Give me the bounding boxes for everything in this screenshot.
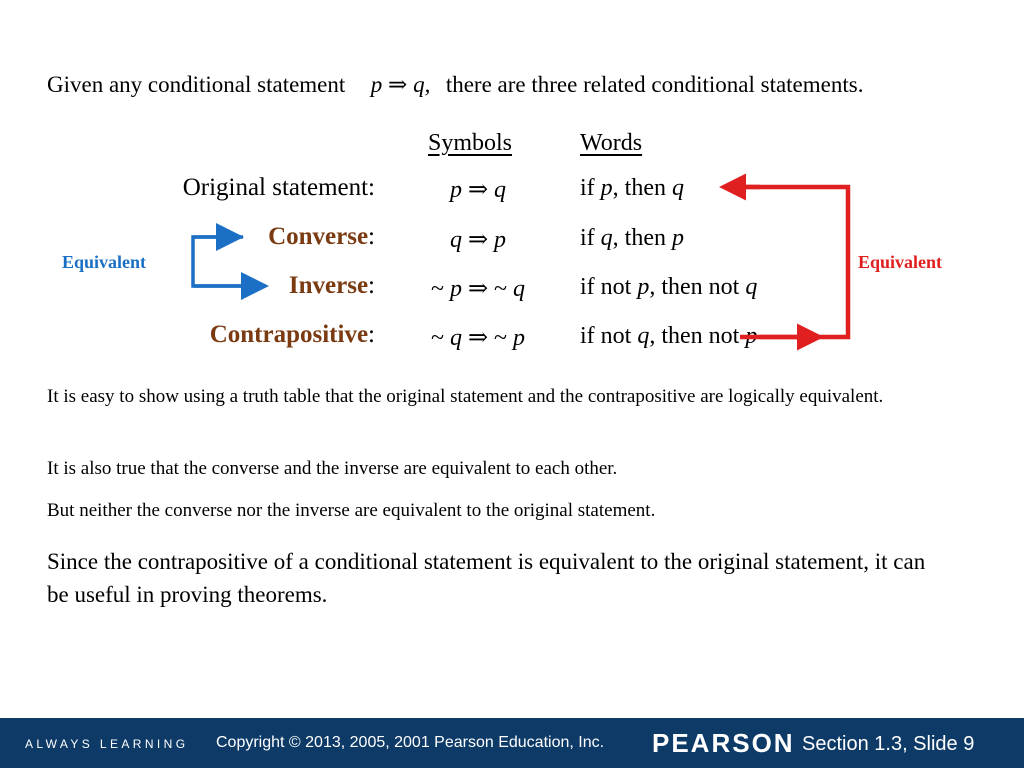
red-bracket-arrow bbox=[728, 187, 848, 337]
pearson-logo: PEARSON bbox=[652, 728, 795, 758]
words-mid: , then bbox=[612, 225, 672, 251]
equivalent-label-right: Equivalent bbox=[858, 252, 943, 272]
sym-b: q bbox=[494, 177, 507, 203]
sym-a: p bbox=[449, 177, 462, 203]
intro-q: q, bbox=[413, 72, 431, 97]
paragraph-closing: Since the contrapositive of a conditional statement is equivalent to the original statement, it can be useful in proving theorems. bbox=[47, 549, 926, 607]
words-var1: p bbox=[600, 175, 613, 201]
implies-symbol: ⇒ bbox=[467, 325, 489, 351]
row-label-bold: Contrapositive bbox=[209, 321, 369, 348]
negation-b: ~ bbox=[494, 325, 514, 351]
footer-bar bbox=[0, 718, 1024, 768]
symbols-header: Symbols bbox=[428, 130, 513, 156]
intro-text-after: there are three related conditional statements. bbox=[445, 72, 864, 97]
sym-b: p bbox=[513, 325, 526, 351]
copyright-text: Copyright © 2013, 2005, 2001 Pearson Education, Inc. bbox=[216, 734, 605, 751]
sym-b: q bbox=[513, 276, 526, 302]
intro-p: p bbox=[370, 72, 383, 97]
words-pre: if bbox=[580, 225, 601, 251]
row-label-colon: : bbox=[368, 223, 375, 250]
negation-a: ~ bbox=[430, 276, 450, 302]
words-header: Words bbox=[580, 130, 643, 156]
implies-symbol: ⇒ bbox=[388, 72, 408, 97]
always-learning-label: ALWAYS LEARNING bbox=[25, 737, 189, 751]
words-var2: p bbox=[672, 225, 684, 251]
row-label-colon: : bbox=[368, 321, 375, 348]
row-label-text: Original statement: bbox=[182, 174, 375, 201]
words-mid: , then bbox=[612, 175, 672, 201]
words-mid: , then not bbox=[649, 323, 746, 349]
words-mid: , then not bbox=[649, 274, 746, 300]
words-var2: q bbox=[745, 274, 758, 300]
sym-a: q bbox=[449, 227, 462, 253]
row-label-bold: Converse bbox=[268, 223, 369, 250]
intro-text-before: Given any conditional statement bbox=[47, 72, 346, 97]
words-pre: if bbox=[580, 175, 601, 201]
implies-symbol: ⇒ bbox=[467, 177, 489, 203]
words-pre: if not bbox=[580, 274, 638, 300]
sym-a: p bbox=[449, 276, 462, 302]
words-var1: q bbox=[637, 323, 650, 349]
sym-a: q bbox=[449, 325, 462, 351]
sym-b: p bbox=[494, 227, 507, 253]
row-label-colon: : bbox=[368, 272, 375, 299]
paragraph-neither: But neither the converse nor the inverse are equivalent to the original statement. bbox=[47, 500, 656, 521]
paragraph-truth-table: It is easy to show using a truth table that the original statement and the contrapositive are logically equivalent. bbox=[47, 386, 884, 407]
words-var2: q bbox=[672, 175, 684, 201]
paragraph-converse-inverse: It is also true that the converse and the inverse are equivalent to each other. bbox=[47, 458, 618, 479]
words-var1: p bbox=[637, 274, 650, 300]
negation-a: ~ bbox=[430, 325, 450, 351]
equivalent-label-left: Equivalent bbox=[62, 252, 147, 272]
implies-symbol: ⇒ bbox=[467, 276, 489, 302]
words-pre: if not bbox=[580, 323, 638, 349]
words-var2: p bbox=[745, 323, 758, 349]
implies-symbol: ⇒ bbox=[467, 227, 489, 253]
row-label-bold: Inverse bbox=[288, 272, 369, 299]
slide-number: Section 1.3, Slide 9 bbox=[802, 733, 975, 755]
negation-b: ~ bbox=[494, 276, 514, 302]
words-var1: q bbox=[600, 225, 613, 251]
blue-bracket-arrow bbox=[193, 237, 263, 286]
